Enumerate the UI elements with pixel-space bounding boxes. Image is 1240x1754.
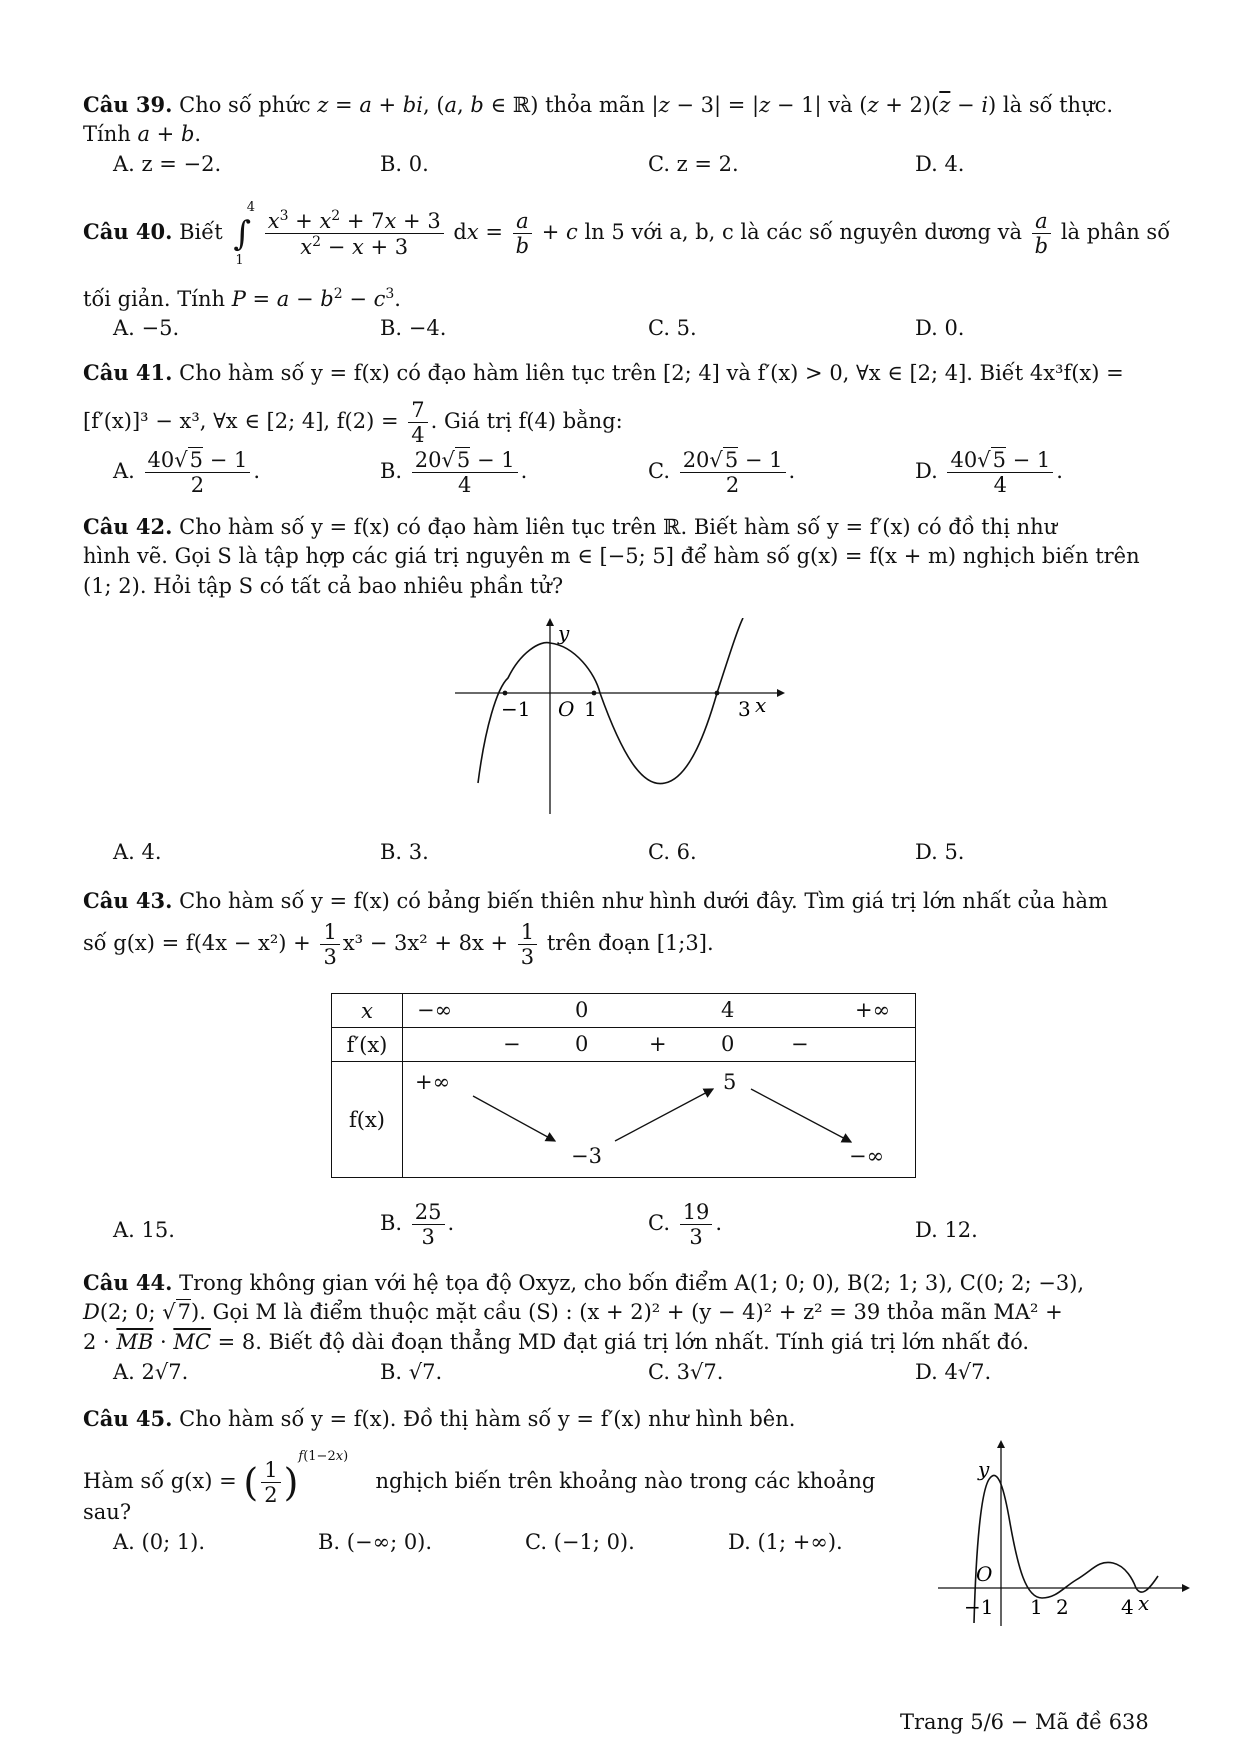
label-o: O: [558, 697, 575, 721]
q43-option-d: D. 12.: [915, 1218, 978, 1242]
q41-label: Câu 41.: [83, 360, 173, 385]
root-point: [715, 691, 720, 696]
q40-option-d: D. 0.: [915, 316, 965, 340]
q45-derivative-graph: [938, 1438, 1190, 1630]
q42-label: Câu 42.: [83, 514, 173, 539]
q39-option-b: B. 0.: [380, 152, 429, 176]
q44-line2: D(2; 0; √7). Gọi M là điểm thuộc mặt cầu (S) : (x + 2)² + (y − 4)² + z² = 39 thỏa mãn MA² +: [83, 1300, 1063, 1324]
q43-option-c: C. $\frac{19}{3}$ .: [648, 1200, 723, 1250]
q42-line1: Câu 42. Cho hàm số y = f(x) có đạo hàm liên tục trên ℝ. Biết hàm số y = f′(x) có đồ thị như: [83, 514, 1058, 539]
q41-option-c: C. $\frac{20√5 - 1}{2}$ .: [648, 448, 796, 498]
table-x-label: x: [332, 994, 403, 1028]
q41-option-d: D. $\frac{40√5 - 1}{4}$ .: [915, 448, 1063, 498]
q43-label: Câu 43.: [83, 888, 173, 913]
q44-label: Câu 44.: [83, 1270, 173, 1295]
q40-line2: tối giản. Tính $P = a - b^2 - c^3$.: [83, 286, 401, 311]
label-minus1: −1: [964, 1595, 994, 1619]
q41-option-b: B. $\frac{20√5 - 1}{4}$ .: [380, 448, 528, 498]
q45-line2: Hàm số g(x) = ( $\frac{1}{2}$ )$^{f(1-2x)}$ nghịch biến trên khoảng nào trong các khoảng: [83, 1449, 876, 1508]
q43-option-b: B. $\frac{25}{3}$ .: [380, 1200, 455, 1250]
q39-option-a: A. z = −2.: [113, 152, 222, 176]
label-3: 3: [738, 697, 751, 721]
q45-option-a: A. (0; 1).: [113, 1530, 206, 1554]
table-fprime-label: f′(x): [332, 1028, 403, 1062]
q42-option-b: B. 3.: [380, 840, 429, 864]
label-x: x: [1138, 1591, 1150, 1615]
q44-option-c: C. 3√7.: [648, 1360, 724, 1384]
q43-line1: Câu 43. Cho hàm số y = f(x) có bảng biến thiên như hình dưới đây. Tìm giá trị lớn nhất của hàm: [83, 888, 1108, 913]
q42-option-a: A. 4.: [113, 840, 162, 864]
q44-line1: Câu 44. Trong không gian với hệ tọa độ Oxyz, cho bốn điểm A(1; 0; 0), B(2; 1; 3), C(0; 2; −3),: [83, 1270, 1085, 1295]
label-y: y: [558, 621, 570, 645]
q44-line3: $2 \cdot \overline{MB} \cdot \overline{MC} = 8$. Biết độ dài đoạn thẳng MD đạt giá trị lớn nhất. Tính giá trị lớn nhất đó.: [83, 1330, 1030, 1354]
q41-line1: Câu 41. Cho hàm số y = f(x) có đạo hàm liên tục trên [2; 4] và f′(x) > 0, ∀x ∈ [2; 4]. Biết 4x³f(x) =: [83, 360, 1124, 385]
q45-line1: Câu 45. Cho hàm số y = f(x). Đồ thị hàm số y = f′(x) như hình bên.: [83, 1406, 796, 1431]
q42-option-c: C. 6.: [648, 840, 697, 864]
q45-line3: sau?: [83, 1500, 132, 1524]
label-minus1: −1: [501, 697, 531, 721]
q41-line2: [f′(x)]³ − x³, ∀x ∈ [2; 4], f(2) = $\frac{7}{4}$ . Giá trị f(4) bằng:: [83, 398, 623, 448]
q40-option-c: C. 5.: [648, 316, 697, 340]
q45-label: Câu 45.: [83, 1406, 173, 1431]
integral-sign: ∫ 4 1: [233, 199, 256, 268]
q42-line2: hình vẽ. Gọi S là tập hợp các giá trị nguyên m ∈ [−5; 5] để hàm số g(x) = f(x + m) nghịch biến trên: [83, 544, 1140, 568]
q44-option-a: A. 2√7.: [113, 1360, 189, 1384]
q40-line1: Câu 40. Biết ∫ 4 1 $\frac{x^3 + x^2 + 7x + 3}{x^2 - x + 3}$ dx = $\frac{a}{b}$ + c ln 5 với a, b, c là các số nguyên dương và $\frac{a}{b}$ là phân số: [83, 199, 1171, 268]
q44-option-b: B. √7.: [380, 1360, 443, 1384]
label-2: 2: [1056, 1595, 1069, 1619]
label-x: x: [755, 693, 767, 717]
q40-option-b: B. −4.: [380, 316, 447, 340]
q43-option-a: A. 15.: [113, 1218, 175, 1242]
label-1: 1: [1030, 1595, 1043, 1619]
q42-option-d: D. 5.: [915, 840, 965, 864]
q44-option-d: D. 4√7.: [915, 1360, 992, 1384]
q39-line2: Tính a + b.: [83, 122, 202, 146]
label-o: O: [976, 1562, 993, 1586]
q42-derivative-graph: [455, 618, 785, 814]
root-point: [503, 691, 508, 696]
label-1: 1: [584, 697, 597, 721]
label-y: y: [978, 1457, 990, 1481]
q40-option-a: A. −5.: [113, 316, 180, 340]
q42-line3: (1; 2). Hỏi tập S có tất cả bao nhiêu phần tử?: [83, 574, 564, 598]
q41-option-a: A. $\frac{40√5 - 1}{2}$ .: [113, 448, 261, 498]
table-arrows: [403, 1062, 915, 1178]
q40-label: Câu 40.: [83, 219, 173, 245]
q39-option-c: C. z = 2.: [648, 152, 739, 176]
q45-option-d: D. (1; +∞).: [728, 1530, 843, 1554]
q39-line1: Câu 39. Cho số phức z = a + bi, (a, b ∈ ℝ) thỏa mãn |z − 3| = |z − 1| và $(z + 2)(\overline{z} - i)$ là số thực.: [83, 92, 1114, 117]
variation-table: x −∞ 0 4 +∞ f′(x) − 0 + 0 − f(x) +∞ −3 5 −∞: [331, 993, 916, 1178]
q45-option-b: B. (−∞; 0).: [318, 1530, 433, 1554]
root-point: [592, 691, 597, 696]
q39-option-d: D. 4.: [915, 152, 965, 176]
q39-label: Câu 39.: [83, 92, 173, 117]
q45-option-c: C. (−1; 0).: [525, 1530, 635, 1554]
label-4: 4: [1121, 1595, 1134, 1619]
q43-line2: số g(x) = f(4x − x²) + $\frac{1}{3}$ x³ − 3x² + 8x + $\frac{1}{3}$ trên đoạn [1;3].: [83, 920, 714, 970]
page-footer: Trang 5/6 − Mã đề 638: [900, 1710, 1149, 1734]
table-f-label: f(x): [332, 1062, 403, 1178]
